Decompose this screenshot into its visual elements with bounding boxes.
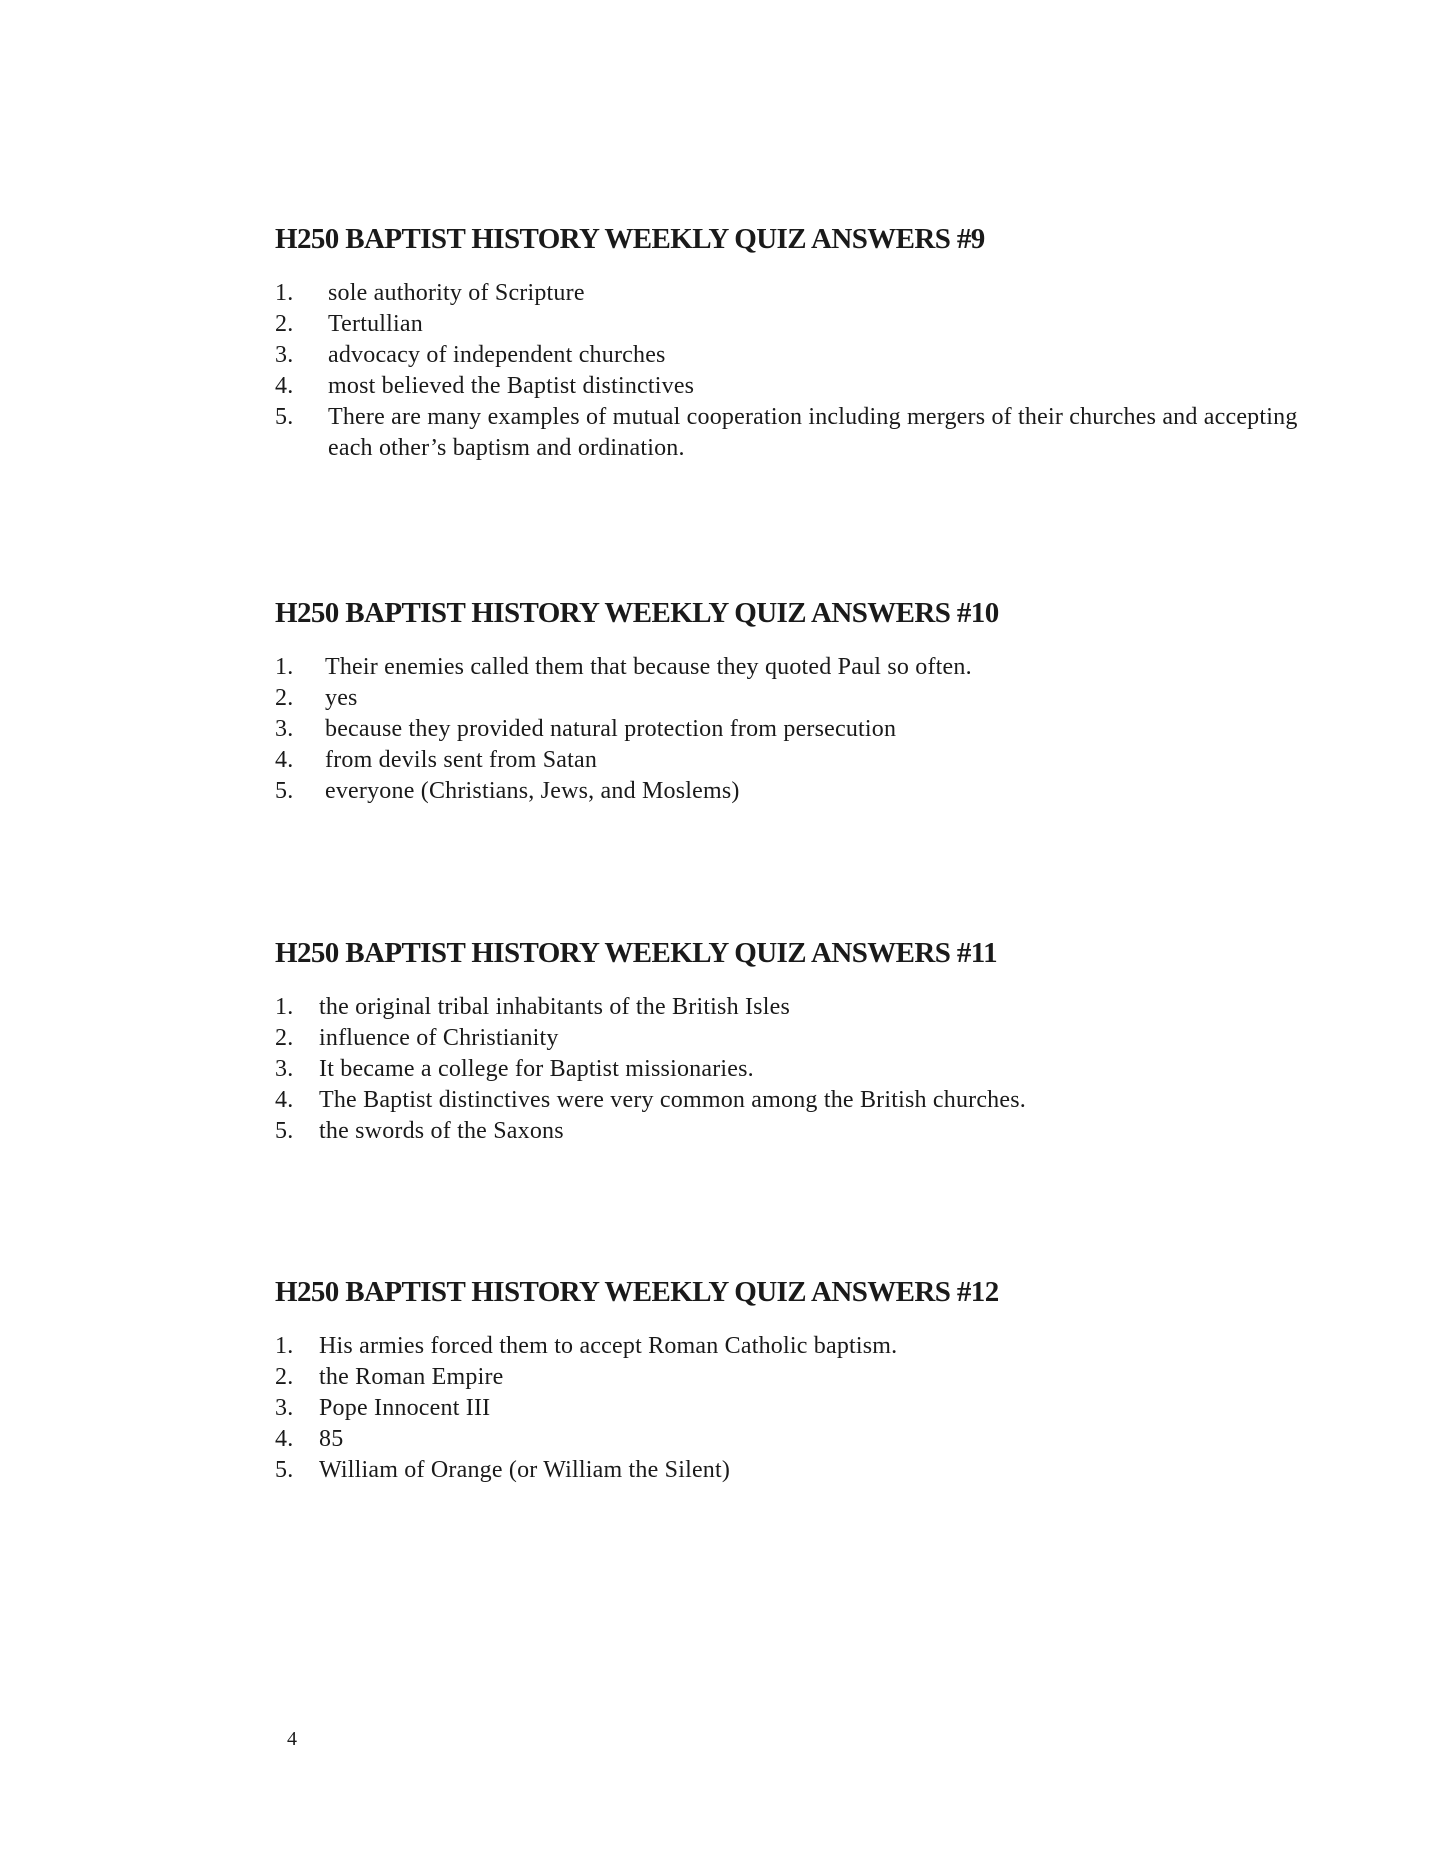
answer-text: sole authority of Scripture	[328, 280, 585, 306]
answer-text: Their enemies called them that because they quoted Paul so often.	[325, 654, 972, 680]
answer-text: It became a college for Baptist missionaries.	[319, 1056, 754, 1082]
answer-number: 4.	[275, 747, 294, 773]
answer-number: 4.	[275, 1426, 294, 1452]
answer-number: 1.	[275, 994, 294, 1020]
answer-item	[275, 714, 1335, 745]
answer-item	[275, 309, 1335, 340]
answer-number: 1.	[275, 280, 294, 306]
answer-item	[275, 1085, 1335, 1116]
answer-number: 4.	[275, 1087, 294, 1113]
answer-text: the swords of the Saxons	[319, 1118, 564, 1144]
answer-text: His armies forced them to accept Roman Catholic baptism.	[319, 1333, 898, 1359]
answer-text: influence of Christianity	[319, 1025, 559, 1051]
answer-item	[275, 1023, 1335, 1054]
answer-text: William of Orange (or William the Silent)	[319, 1457, 731, 1483]
answer-text: There are many examples of mutual cooperation including mergers of their churches and accepting each other’s baptism and ordination.	[328, 404, 1298, 461]
quiz-answers-section-12	[275, 1275, 1335, 1486]
answer-item	[275, 1362, 1335, 1393]
answer-item	[275, 1393, 1335, 1424]
answer-text: advocacy of independent churches	[328, 342, 666, 368]
answer-list	[275, 992, 1335, 1147]
answer-item	[275, 683, 1335, 714]
answer-number: 5.	[275, 404, 294, 430]
answer-text: yes	[325, 685, 358, 711]
answer-item	[275, 278, 1335, 309]
answer-number: 5.	[275, 778, 294, 804]
answer-text: from devils sent from Satan	[325, 747, 598, 773]
answer-text: the original tribal inhabitants of the British Isles	[319, 994, 790, 1020]
answer-number: 3.	[275, 716, 294, 742]
answer-number: 5.	[275, 1118, 294, 1144]
answer-number: 2.	[275, 1025, 294, 1051]
answer-text: 85	[319, 1426, 344, 1452]
answer-text: the Roman Empire	[319, 1364, 504, 1390]
answer-item	[275, 402, 1335, 464]
answer-number: 2.	[275, 685, 294, 711]
quiz-answers-section-11	[275, 936, 1335, 1147]
section-title: H250 BAPTIST HISTORY WEEKLY QUIZ ANSWERS #12	[275, 1276, 999, 1308]
answer-item	[275, 776, 1335, 807]
answer-item	[275, 1331, 1335, 1362]
answer-number: 1.	[275, 1333, 294, 1359]
answer-number: 3.	[275, 342, 294, 368]
answer-text: The Baptist distinctives were very common among the British churches.	[319, 1087, 1026, 1113]
page-number: 4	[287, 1728, 297, 1750]
answer-number: 3.	[275, 1056, 294, 1082]
answer-list	[275, 1331, 1335, 1486]
answer-text: most believed the Baptist distinctives	[328, 373, 695, 399]
answer-item	[275, 371, 1335, 402]
answer-number: 2.	[275, 1364, 294, 1390]
answer-number: 2.	[275, 311, 294, 337]
answer-number: 5.	[275, 1457, 294, 1483]
answer-text: Tertullian	[328, 311, 423, 337]
answer-text: Pope Innocent III	[319, 1395, 491, 1421]
answer-list	[275, 652, 1335, 807]
section-title: H250 BAPTIST HISTORY WEEKLY QUIZ ANSWERS #11	[275, 937, 997, 969]
answer-item	[275, 1455, 1335, 1486]
answer-number: 3.	[275, 1395, 294, 1421]
answer-text: because they provided natural protection from persecution	[325, 716, 897, 742]
answer-item	[275, 1424, 1335, 1455]
answer-item	[275, 652, 1335, 683]
answer-item	[275, 745, 1335, 776]
answer-text: everyone (Christians, Jews, and Moslems)	[325, 778, 740, 804]
quiz-answers-section-9	[275, 222, 1335, 464]
answer-number: 4.	[275, 373, 294, 399]
answer-item	[275, 1054, 1335, 1085]
quiz-answers-section-10	[275, 596, 1335, 807]
section-title: H250 BAPTIST HISTORY WEEKLY QUIZ ANSWERS #10	[275, 597, 999, 629]
answer-number: 1.	[275, 654, 294, 680]
answer-list	[275, 278, 1335, 464]
answer-item	[275, 992, 1335, 1023]
answer-item	[275, 340, 1335, 371]
section-title: H250 BAPTIST HISTORY WEEKLY QUIZ ANSWERS #9	[275, 223, 985, 255]
answer-item	[275, 1116, 1335, 1147]
